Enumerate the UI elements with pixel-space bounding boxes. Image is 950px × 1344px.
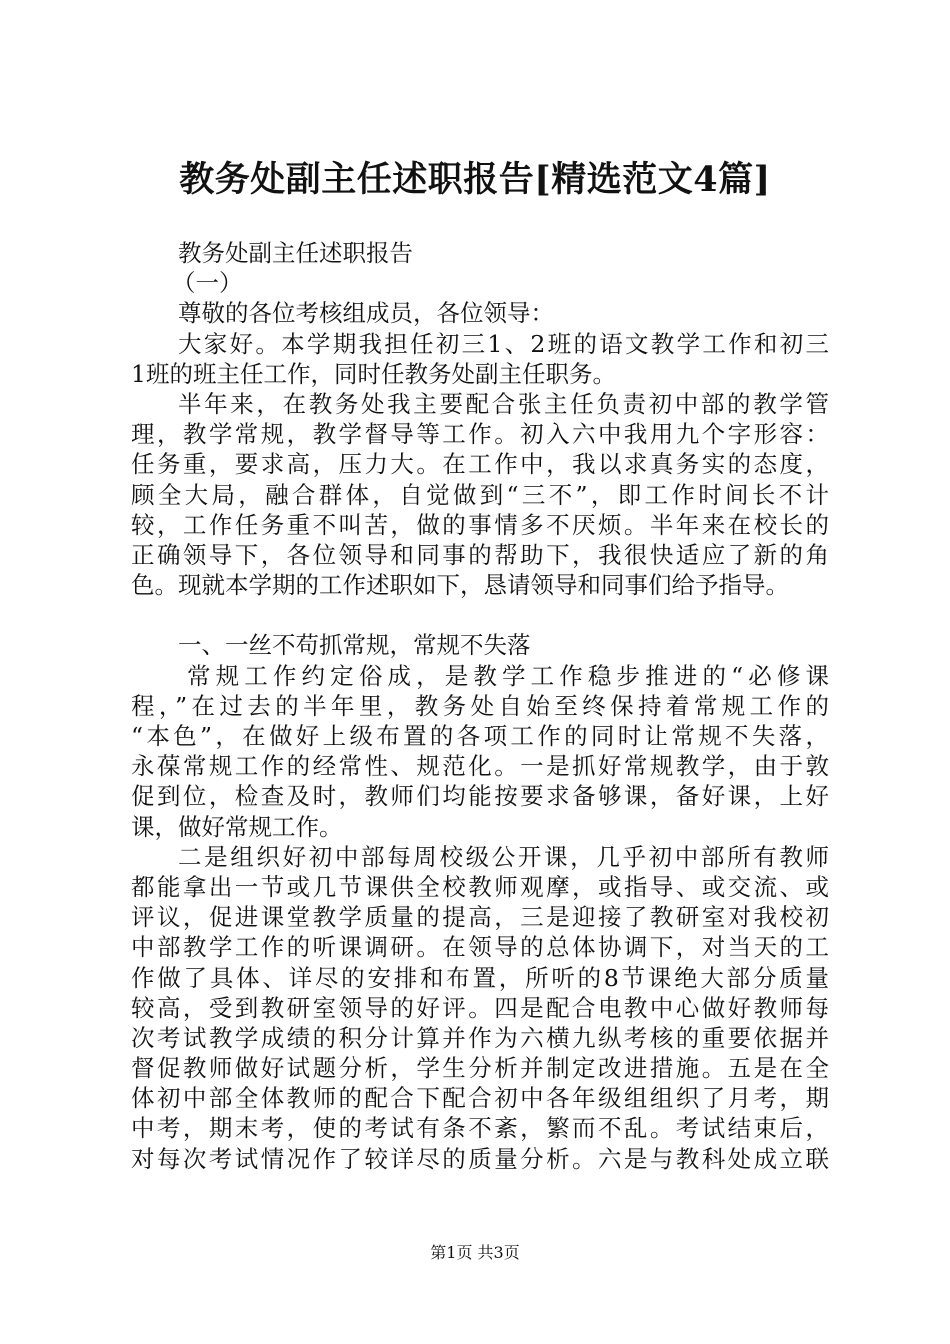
paragraph-gap: [131, 600, 829, 630]
paragraph-line: 顾全大局，融合群体，自觉做到“三不”，即工作时间长不计: [131, 480, 829, 509]
paragraph-line: 都能拿出一节或几节课供全校教师观摩，或指导、或交流、或: [131, 872, 829, 901]
paragraph-line: 理，教学常规，教学督导等工作。初入六中我用九个字形容：: [131, 420, 829, 449]
paragraph-line: 正确领导下，各位领导和同事的帮助下，我很快适应了新的角: [131, 540, 829, 569]
section-heading: 一、一丝不苟抓常规，常规不失落: [178, 631, 531, 660]
paragraph-line: 1班的班主任工作，同时任教务处副主任职务。: [131, 359, 616, 388]
paragraph-line: 半年来，在教务处我主要配合张主任负责初中部的教学管: [178, 389, 829, 418]
paragraph-line: 色。现就本学期的工作述职如下，恳请领导和同事们给予指导。: [131, 571, 789, 600]
paragraph-line: 对每次考试情况作了较详尽的质量分析。六是与教科处成立联: [131, 1144, 829, 1173]
paragraph-line: 常规工作约定俗成，是教学工作稳步推进的“必修课: [187, 661, 829, 690]
paragraph-line: 中考，期末考，使的考试有条不紊，繁而不乱。考试结束后，: [131, 1114, 829, 1143]
paragraph-line: 促到位，检查及时，教师们均能按要求备够课，备好课，上好: [131, 782, 829, 811]
paragraph-line: 评议，促进课堂教学质量的提高，三是迎接了教研室对我校初: [131, 903, 829, 932]
paragraph-line: 较高，受到教研室领导的好评。四是配合电教中心做好教师每: [131, 993, 829, 1022]
paragraph-line: 任务重，要求高，压力大。在工作中，我以求真务实的态度，: [131, 450, 829, 479]
paragraph-line: “本色”，在做好上级布置的各项工作的同时让常规不失落，: [131, 722, 829, 750]
subtitle-line: 教务处副主任述职报告: [178, 239, 413, 267]
paragraph-line: 程，”在过去的半年里，教务处自始至终保持着常规工作的: [131, 691, 829, 720]
document-body: [131, 238, 829, 1174]
paragraph-line: 二是组织好初中部每周校级公开课，几乎初中部所有教师: [178, 842, 829, 871]
section-number: （一）: [172, 269, 243, 298]
paragraph-line: 较，工作任务重不叫苦，做的事情多不厌烦。半年来在校长的: [131, 510, 829, 539]
paragraph-line: 次考试教学成绩的积分计算并作为六横九纵考核的重要依据并: [131, 1023, 829, 1052]
document-title: 教务处副主任述职报告[精选范文4篇]: [179, 159, 771, 200]
paragraph-line: 作做了具体、详尽的安排和布置，所听的8节课绝大部分质量: [131, 963, 829, 992]
paragraph-line: 大家好。本学期我担任初三1、2班的语文教学工作和初三: [178, 329, 829, 358]
paragraph-line: 课，做好常规工作。: [131, 812, 343, 841]
page-footer: 第1页 共3页: [430, 1243, 520, 1262]
paragraph-line: 体初中部全体教师的配合下配合初中各年级组组织了月考，期: [131, 1084, 829, 1113]
paragraph-line: 永葆常规工作的经常性、规范化。一是抓好常规教学，由于敦: [131, 752, 829, 781]
salutation: 尊敬的各位考核组成员，各位领导：: [178, 299, 554, 328]
paragraph-line: 督促教师做好试题分析，学生分析并制定改进措施。五是在全: [131, 1054, 829, 1083]
paragraph-line: 中部教学工作的听课调研。在领导的总体协调下，对当天的工: [131, 933, 829, 962]
